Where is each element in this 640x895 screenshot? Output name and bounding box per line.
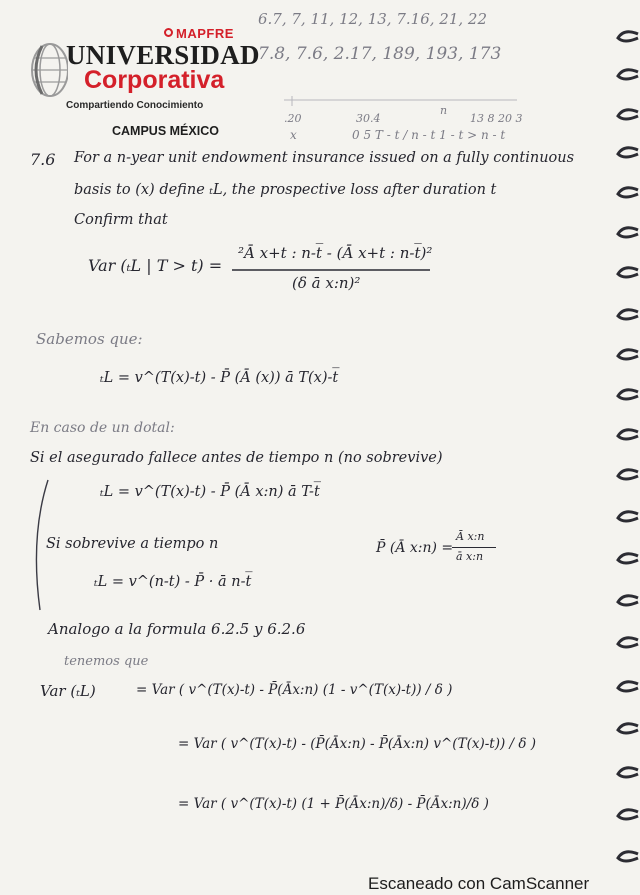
sabemos-label: Sabemos que:: [36, 330, 143, 348]
premium-eq-den: ā x:n: [456, 550, 484, 563]
caso-2-equation: ₜL = v^(n-t) - P̄ · ā n-t̅: [94, 574, 252, 590]
scribble-line-1: 6.7, 7, 11, 12, 13, 7.16, 21, 22: [258, 10, 487, 28]
formula-numerator: ²Ā x+t : n-t̅ - (Ā x+t : n-t̅)²: [238, 244, 433, 262]
spiral-binding: [600, 0, 640, 895]
axis-label-x: x: [290, 128, 297, 142]
mapfre-mark-icon: [164, 28, 173, 37]
axis-label-left: .20: [284, 112, 302, 125]
caso-2-text: Si sobrevive a tiempo n: [46, 536, 219, 552]
loss-definition: ₜL = v^(T(x)-t) - P̄ (Ā (x)) ā T(x)-t̅: [100, 370, 339, 386]
brand-name: MAPFRE: [176, 26, 234, 41]
caso-1-equation: ₜL = v^(T(x)-t) - P̄ (Ā x:n) ā T-t̅: [100, 484, 320, 500]
corporativa-title: Corporativa: [84, 66, 225, 94]
scanner-watermark: Escaneado con CamScanner: [368, 874, 590, 893]
formula-lhs: Var (ₜL | T > t) =: [88, 256, 223, 275]
problem-text-line-1: For a n-year unit endowment insurance issued on a fully continuous: [74, 150, 575, 166]
variance-lhs: Var (ₜL): [40, 682, 96, 700]
premium-eq-num: Ā x:n: [456, 530, 485, 543]
formula-fraction-bar: [232, 268, 432, 272]
tagline: Compartiendo Conocimiento: [66, 100, 204, 111]
axis-label-right2: 13 8 20 3: [470, 112, 523, 125]
variance-step-3: = Var ( v^(T(x)-t) (1 + P̄(Āx:n)/δ) - P̄(Āx:n)/δ ): [178, 796, 489, 812]
globe-icon: [28, 40, 68, 100]
problem-text-line-3: Confirm that: [74, 212, 168, 228]
university-title: UNIVERSIDAD: [66, 40, 260, 70]
analogo-text: Analogo a la formula 6.2.5 y 6.2.6: [48, 620, 306, 638]
premium-eq-lhs: P̄ (Ā x:n) =: [376, 540, 454, 556]
tenemos-text: tenemos que: [64, 654, 149, 669]
campus-label: CAMPUS MÉXICO: [112, 124, 219, 138]
problem-text-line-2: basis to (x) define ₜL, the prospective loss after duration t: [74, 182, 497, 198]
scribble-line-2: 7.8, 7.6, 2.17, 189, 193, 173: [258, 44, 502, 64]
axis-label-right: n: [440, 104, 448, 117]
formula-denominator: (δ ā x:n)²: [292, 274, 361, 292]
premium-fraction-bar: [452, 546, 498, 549]
caso-1-text: Si el asegurado fallece antes de tiempo n (no sobrevive): [30, 450, 443, 466]
caso-label: En caso de un dotal:: [30, 420, 175, 436]
university-logo: [28, 22, 260, 117]
axis-label-t: 0 5 T - t / n - t 1 - t > n - t: [352, 128, 506, 142]
problem-number: 7.6: [30, 150, 56, 169]
variance-step-2: = Var ( v^(T(x)-t) - (P̄(Āx:n) - P̄(Āx:n) v^(T(x)-t)) / δ ): [178, 736, 537, 752]
variance-step-1: = Var ( v^(T(x)-t) - P̄(Āx:n) (1 - v^(T(x)-t)) / δ ): [136, 682, 453, 698]
axis-label-mid: 30.4: [356, 112, 381, 125]
